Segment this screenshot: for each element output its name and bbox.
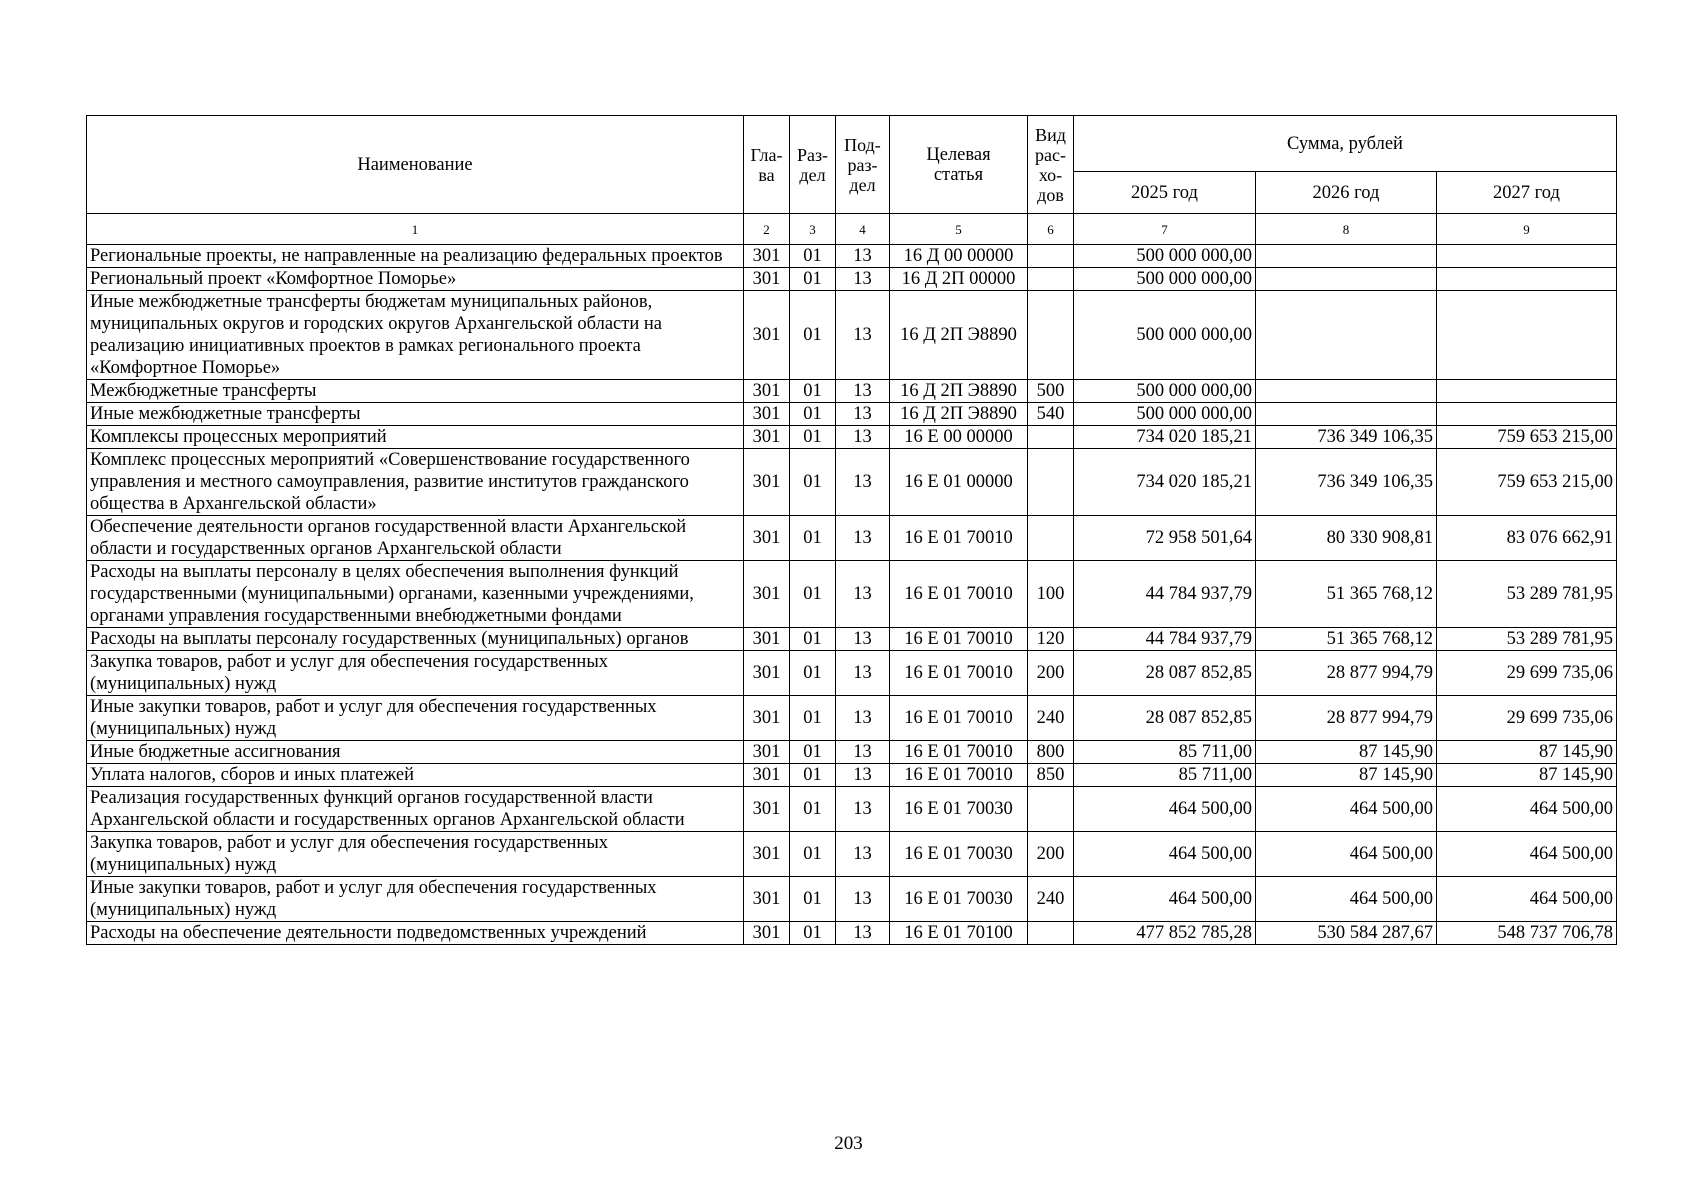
row-celevaya-statya: 16 Д 2П Э8890 bbox=[890, 380, 1028, 403]
row-vid-rashodov: 240 bbox=[1028, 696, 1074, 741]
row-podrazdel: 13 bbox=[836, 922, 890, 945]
table-row bbox=[87, 741, 1617, 764]
row-podrazdel: 13 bbox=[836, 449, 890, 516]
col-header-summa: Сумма, рублей bbox=[1074, 116, 1617, 172]
row-sum-2027 bbox=[1437, 245, 1617, 268]
col-header-name: Наименование bbox=[87, 116, 744, 214]
row-celevaya-statya: 16 Д 2П Э8890 bbox=[890, 291, 1028, 380]
row-celevaya-statya: 16 Д 2П Э8890 bbox=[890, 403, 1028, 426]
row-vid-rashodov bbox=[1028, 268, 1074, 291]
row-sum-2026: 80 330 908,81 bbox=[1256, 516, 1437, 561]
row-celevaya-statya: 16 Е 01 00000 bbox=[890, 449, 1028, 516]
row-sum-2026: 464 500,00 bbox=[1256, 832, 1437, 877]
row-sum-2027: 464 500,00 bbox=[1437, 877, 1617, 922]
row-sum-2026: 464 500,00 bbox=[1256, 787, 1437, 832]
row-vid-rashodov bbox=[1028, 516, 1074, 561]
row-glava: 301 bbox=[744, 403, 790, 426]
row-sum-2027 bbox=[1437, 291, 1617, 380]
row-vid-rashodov: 540 bbox=[1028, 403, 1074, 426]
row-sum-2025: 734 020 185,21 bbox=[1074, 426, 1256, 449]
row-razdel: 01 bbox=[790, 741, 836, 764]
row-podrazdel: 13 bbox=[836, 268, 890, 291]
row-glava: 301 bbox=[744, 832, 790, 877]
row-glava: 301 bbox=[744, 741, 790, 764]
row-sum-2026 bbox=[1256, 380, 1437, 403]
column-number: 4 bbox=[836, 214, 890, 245]
row-vid-rashodov bbox=[1028, 245, 1074, 268]
row-podrazdel: 13 bbox=[836, 516, 890, 561]
row-name: Обеспечение деятельности органов государственной власти Архангельской области и государственных органов Архангельской области bbox=[87, 516, 744, 561]
row-vid-rashodov bbox=[1028, 922, 1074, 945]
row-sum-2026 bbox=[1256, 245, 1437, 268]
row-sum-2027: 464 500,00 bbox=[1437, 787, 1617, 832]
table-row bbox=[87, 696, 1617, 741]
row-sum-2025: 464 500,00 bbox=[1074, 877, 1256, 922]
row-vid-rashodov: 500 bbox=[1028, 380, 1074, 403]
row-vid-rashodov: 200 bbox=[1028, 832, 1074, 877]
row-vid-rashodov bbox=[1028, 787, 1074, 832]
row-celevaya-statya: 16 Е 01 70010 bbox=[890, 516, 1028, 561]
row-podrazdel: 13 bbox=[836, 651, 890, 696]
budget-table-sheet bbox=[86, 115, 1616, 945]
row-sum-2025: 500 000 000,00 bbox=[1074, 245, 1256, 268]
row-razdel: 01 bbox=[790, 877, 836, 922]
row-sum-2026: 51 365 768,12 bbox=[1256, 561, 1437, 628]
row-vid-rashodov: 120 bbox=[1028, 628, 1074, 651]
row-razdel: 01 bbox=[790, 291, 836, 380]
row-sum-2027: 759 653 215,00 bbox=[1437, 449, 1617, 516]
col-header-vid: Вид рас- хо- дов bbox=[1028, 116, 1074, 214]
row-celevaya-statya: 16 Е 01 70010 bbox=[890, 651, 1028, 696]
row-sum-2027: 464 500,00 bbox=[1437, 832, 1617, 877]
row-podrazdel: 13 bbox=[836, 764, 890, 787]
row-podrazdel: 13 bbox=[836, 741, 890, 764]
row-celevaya-statya: 16 Е 01 70010 bbox=[890, 764, 1028, 787]
table-body bbox=[87, 245, 1617, 945]
row-celevaya-statya: 16 Е 01 70010 bbox=[890, 696, 1028, 741]
row-sum-2025: 464 500,00 bbox=[1074, 787, 1256, 832]
row-sum-2025: 500 000 000,00 bbox=[1074, 291, 1256, 380]
table-row bbox=[87, 426, 1617, 449]
row-razdel: 01 bbox=[790, 245, 836, 268]
budget-table bbox=[86, 115, 1617, 945]
row-sum-2025: 500 000 000,00 bbox=[1074, 403, 1256, 426]
row-vid-rashodov: 850 bbox=[1028, 764, 1074, 787]
row-sum-2027 bbox=[1437, 268, 1617, 291]
row-sum-2026 bbox=[1256, 268, 1437, 291]
row-name: Иные закупки товаров, работ и услуг для обеспечения государственных (муниципальных) нужд bbox=[87, 877, 744, 922]
row-glava: 301 bbox=[744, 380, 790, 403]
row-sum-2026: 51 365 768,12 bbox=[1256, 628, 1437, 651]
row-razdel: 01 bbox=[790, 426, 836, 449]
row-podrazdel: 13 bbox=[836, 380, 890, 403]
row-sum-2027 bbox=[1437, 380, 1617, 403]
row-sum-2027: 87 145,90 bbox=[1437, 741, 1617, 764]
row-glava: 301 bbox=[744, 268, 790, 291]
row-celevaya-statya: 16 Е 01 70030 bbox=[890, 787, 1028, 832]
row-sum-2025: 500 000 000,00 bbox=[1074, 268, 1256, 291]
row-celevaya-statya: 16 Е 01 70010 bbox=[890, 628, 1028, 651]
row-sum-2027: 53 289 781,95 bbox=[1437, 628, 1617, 651]
row-name: Региональные проекты, не направленные на реализацию федеральных проектов bbox=[87, 245, 744, 268]
table-row bbox=[87, 449, 1617, 516]
row-name: Закупка товаров, работ и услуг для обеспечения государственных (муниципальных) нужд bbox=[87, 651, 744, 696]
table-row bbox=[87, 922, 1617, 945]
row-sum-2026: 28 877 994,79 bbox=[1256, 696, 1437, 741]
col-header-glava: Гла- ва bbox=[744, 116, 790, 214]
row-sum-2027 bbox=[1437, 403, 1617, 426]
row-sum-2026: 87 145,90 bbox=[1256, 764, 1437, 787]
row-podrazdel: 13 bbox=[836, 561, 890, 628]
row-celevaya-statya: 16 Е 01 70010 bbox=[890, 741, 1028, 764]
row-celevaya-statya: 16 Е 00 00000 bbox=[890, 426, 1028, 449]
row-name: Комплекс процессных мероприятий «Совершенствование государственного управления и местного самоуправления, развитие институтов гражданского общества в Архангельской области» bbox=[87, 449, 744, 516]
row-glava: 301 bbox=[744, 787, 790, 832]
table-row bbox=[87, 245, 1617, 268]
row-razdel: 01 bbox=[790, 268, 836, 291]
row-name: Расходы на обеспечение деятельности подведомственных учреждений bbox=[87, 922, 744, 945]
table-row bbox=[87, 403, 1617, 426]
row-sum-2025: 72 958 501,64 bbox=[1074, 516, 1256, 561]
row-vid-rashodov: 240 bbox=[1028, 877, 1074, 922]
row-glava: 301 bbox=[744, 922, 790, 945]
table-row bbox=[87, 291, 1617, 380]
row-razdel: 01 bbox=[790, 696, 836, 741]
column-number: 2 bbox=[744, 214, 790, 245]
row-sum-2025: 464 500,00 bbox=[1074, 832, 1256, 877]
row-celevaya-statya: 16 Е 01 70010 bbox=[890, 561, 1028, 628]
row-sum-2025: 500 000 000,00 bbox=[1074, 380, 1256, 403]
col-header-2026: 2026 год bbox=[1256, 172, 1437, 214]
row-name: Комплексы процессных мероприятий bbox=[87, 426, 744, 449]
row-vid-rashodov bbox=[1028, 426, 1074, 449]
row-razdel: 01 bbox=[790, 764, 836, 787]
row-sum-2026 bbox=[1256, 403, 1437, 426]
row-celevaya-statya: 16 Д 2П 00000 bbox=[890, 268, 1028, 291]
col-header-podrazdel: Под- раз- дел bbox=[836, 116, 890, 214]
row-razdel: 01 bbox=[790, 832, 836, 877]
row-sum-2027: 83 076 662,91 bbox=[1437, 516, 1617, 561]
row-glava: 301 bbox=[744, 426, 790, 449]
row-glava: 301 bbox=[744, 628, 790, 651]
row-celevaya-statya: 16 Е 01 70030 bbox=[890, 832, 1028, 877]
row-podrazdel: 13 bbox=[836, 426, 890, 449]
table-row bbox=[87, 651, 1617, 696]
row-name: Иные межбюджетные трансферты bbox=[87, 403, 744, 426]
row-sum-2026: 736 349 106,35 bbox=[1256, 449, 1437, 516]
table-row bbox=[87, 516, 1617, 561]
row-sum-2027: 759 653 215,00 bbox=[1437, 426, 1617, 449]
row-razdel: 01 bbox=[790, 787, 836, 832]
row-name: Региональный проект «Комфортное Поморье» bbox=[87, 268, 744, 291]
row-sum-2025: 734 020 185,21 bbox=[1074, 449, 1256, 516]
row-sum-2026: 530 584 287,67 bbox=[1256, 922, 1437, 945]
table-row bbox=[87, 628, 1617, 651]
row-sum-2025: 477 852 785,28 bbox=[1074, 922, 1256, 945]
row-glava: 301 bbox=[744, 449, 790, 516]
table-row bbox=[87, 787, 1617, 832]
row-name: Иные бюджетные ассигнования bbox=[87, 741, 744, 764]
row-vid-rashodov bbox=[1028, 449, 1074, 516]
row-glava: 301 bbox=[744, 764, 790, 787]
row-podrazdel: 13 bbox=[836, 291, 890, 380]
row-sum-2027: 29 699 735,06 bbox=[1437, 651, 1617, 696]
row-sum-2025: 85 711,00 bbox=[1074, 764, 1256, 787]
row-podrazdel: 13 bbox=[836, 245, 890, 268]
table-row bbox=[87, 561, 1617, 628]
row-sum-2025: 44 784 937,79 bbox=[1074, 561, 1256, 628]
column-number: 9 bbox=[1437, 214, 1617, 245]
row-glava: 301 bbox=[744, 561, 790, 628]
row-glava: 301 bbox=[744, 291, 790, 380]
row-razdel: 01 bbox=[790, 516, 836, 561]
col-header-2025: 2025 год bbox=[1074, 172, 1256, 214]
row-sum-2026 bbox=[1256, 291, 1437, 380]
row-celevaya-statya: 16 Е 01 70100 bbox=[890, 922, 1028, 945]
col-header-2027: 2027 год bbox=[1437, 172, 1617, 214]
row-razdel: 01 bbox=[790, 449, 836, 516]
row-glava: 301 bbox=[744, 245, 790, 268]
row-razdel: 01 bbox=[790, 380, 836, 403]
row-razdel: 01 bbox=[790, 561, 836, 628]
row-vid-rashodov bbox=[1028, 291, 1074, 380]
row-podrazdel: 13 bbox=[836, 877, 890, 922]
row-sum-2027: 29 699 735,06 bbox=[1437, 696, 1617, 741]
table-row bbox=[87, 268, 1617, 291]
row-sum-2026: 736 349 106,35 bbox=[1256, 426, 1437, 449]
row-podrazdel: 13 bbox=[836, 403, 890, 426]
row-sum-2025: 28 087 852,85 bbox=[1074, 696, 1256, 741]
column-number: 7 bbox=[1074, 214, 1256, 245]
row-glava: 301 bbox=[744, 516, 790, 561]
column-number-row bbox=[87, 214, 1617, 245]
row-sum-2026: 28 877 994,79 bbox=[1256, 651, 1437, 696]
table-row bbox=[87, 832, 1617, 877]
row-name: Иные межбюджетные трансферты бюджетам муниципальных районов, муниципальных округов и городских округов Архангельской области на реализацию инициативных проектов в рамках регионального проекта «Комфортное Поморье» bbox=[87, 291, 744, 380]
column-number: 6 bbox=[1028, 214, 1074, 245]
row-name: Иные закупки товаров, работ и услуг для обеспечения государственных (муниципальных) нужд bbox=[87, 696, 744, 741]
row-vid-rashodov: 200 bbox=[1028, 651, 1074, 696]
row-name: Межбюджетные трансферты bbox=[87, 380, 744, 403]
table-row bbox=[87, 764, 1617, 787]
row-glava: 301 bbox=[744, 696, 790, 741]
table-row bbox=[87, 877, 1617, 922]
row-sum-2025: 85 711,00 bbox=[1074, 741, 1256, 764]
col-header-razdel: Раз- дел bbox=[790, 116, 836, 214]
row-name: Уплата налогов, сборов и иных платежей bbox=[87, 764, 744, 787]
row-razdel: 01 bbox=[790, 922, 836, 945]
row-podrazdel: 13 bbox=[836, 832, 890, 877]
row-name: Расходы на выплаты персоналу государственных (муниципальных) органов bbox=[87, 628, 744, 651]
row-glava: 301 bbox=[744, 877, 790, 922]
column-number: 3 bbox=[790, 214, 836, 245]
table-row bbox=[87, 380, 1617, 403]
row-name: Закупка товаров, работ и услуг для обеспечения государственных (муниципальных) нужд bbox=[87, 832, 744, 877]
row-sum-2026: 464 500,00 bbox=[1256, 877, 1437, 922]
row-glava: 301 bbox=[744, 651, 790, 696]
row-sum-2027: 53 289 781,95 bbox=[1437, 561, 1617, 628]
row-sum-2027: 87 145,90 bbox=[1437, 764, 1617, 787]
column-number: 8 bbox=[1256, 214, 1437, 245]
row-vid-rashodov: 100 bbox=[1028, 561, 1074, 628]
row-sum-2025: 44 784 937,79 bbox=[1074, 628, 1256, 651]
row-podrazdel: 13 bbox=[836, 787, 890, 832]
row-razdel: 01 bbox=[790, 651, 836, 696]
column-number: 1 bbox=[87, 214, 744, 245]
row-name: Реализация государственных функций органов государственной власти Архангельской области и государственных органов Архангельской области bbox=[87, 787, 744, 832]
row-razdel: 01 bbox=[790, 403, 836, 426]
page-number: 203 bbox=[834, 1133, 863, 1154]
row-celevaya-statya: 16 Е 01 70030 bbox=[890, 877, 1028, 922]
col-header-celevaya: Целевая статья bbox=[890, 116, 1028, 214]
row-razdel: 01 bbox=[790, 628, 836, 651]
row-podrazdel: 13 bbox=[836, 628, 890, 651]
row-sum-2027: 548 737 706,78 bbox=[1437, 922, 1617, 945]
row-vid-rashodov: 800 bbox=[1028, 741, 1074, 764]
column-number: 5 bbox=[890, 214, 1028, 245]
row-podrazdel: 13 bbox=[836, 696, 890, 741]
row-name: Расходы на выплаты персоналу в целях обеспечения выполнения функций государственными (муниципальными) органами, казенными учреждениями, органами управления государственными внебюджетными фондами bbox=[87, 561, 744, 628]
row-sum-2026: 87 145,90 bbox=[1256, 741, 1437, 764]
header-row-top bbox=[87, 116, 1617, 172]
row-sum-2025: 28 087 852,85 bbox=[1074, 651, 1256, 696]
row-celevaya-statya: 16 Д 00 00000 bbox=[890, 245, 1028, 268]
